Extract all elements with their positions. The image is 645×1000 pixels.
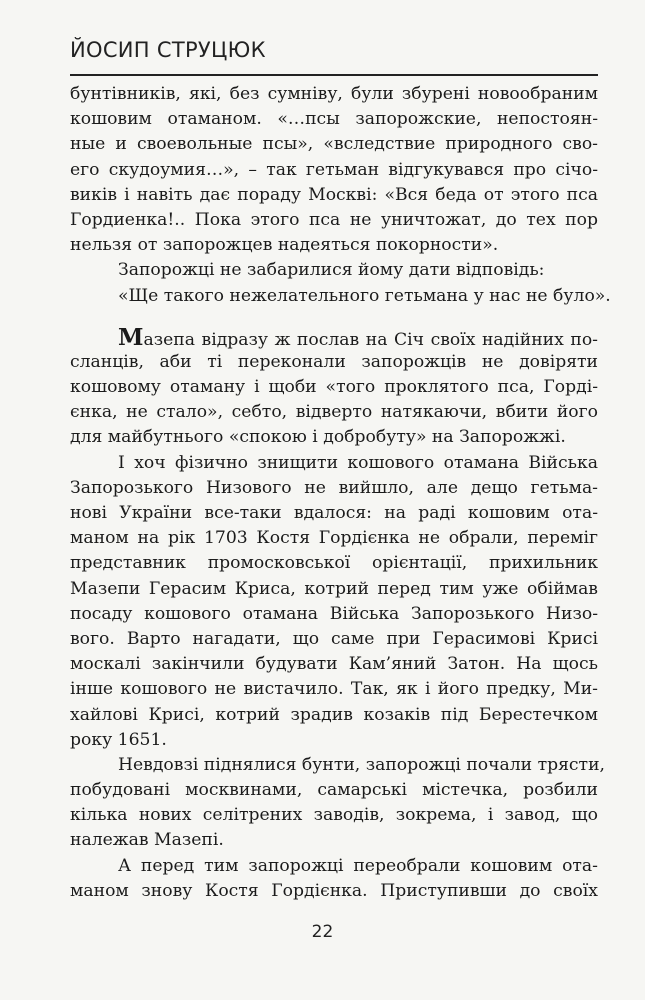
text-line: кошовому отаману і щоби «того проклятого пса, Горді- [70,377,598,398]
text-line: маном знову Костя Гордієнка. Приступивши до своїх [70,880,598,901]
text-line: єнка, не стало», себто, відверто натякаючи, вбити його [70,402,598,423]
text-line: А перед тим запорожці переобрали кошовим ота- [118,855,598,876]
text-line: москалі закінчили будувати Кам’яний Затон. На щось [70,654,598,675]
text-line: Мазепи Герасим Криса, котрий перед тим уже обіймав [70,578,598,599]
paragraph [70,325,598,451]
text-line: кілька нових селітрених заводів, зокрема, і завод, що [70,805,598,826]
paragraph [70,258,598,283]
text-line: посаду кошового отамана Війська Запорозького Низо- [70,603,598,624]
paragraph [70,451,598,753]
text-line: хайлові Крисі, котрий зрадив козаків під Берестечком [70,704,598,725]
text-line: належав Мазепі. [70,830,224,851]
text-line: І хоч фізично знищити кошового отамана Війська [118,452,598,473]
initial-letter: М [118,323,144,351]
header-rule [70,74,598,76]
paragraph [70,753,605,854]
text-line: его скудоумия…», – так гетьман відгукувався про січо- [70,159,598,180]
text-line: інше кошового не вистачило. Так, як і його предку, Ми- [70,679,598,700]
text-line: Запорожці не забарилися йому дати відповідь: [118,260,545,281]
text-line-rest: азепа відразу ж послав на Січ своїх надійних по- [143,329,598,350]
paragraph [70,284,611,309]
page-number: 22 [311,922,334,942]
text-line: нові України все-таки вдалося: на раді кошовим ота- [70,503,598,523]
text-line: представник промосковської орієнтації, прихильник [70,553,598,574]
page-body-text [70,82,611,904]
text-line: бунтівників, які, без сумніву, були збурені новообраним [70,84,598,104]
text-line: ные и своевольные псы», «вследствие природного сво- [70,134,598,155]
paragraph [70,82,598,258]
text-line: сланців, аби ті переконали запорожців не довіряти [70,351,598,372]
text-line: Невдовзі піднялися бунти, запорожці почали трясти, [118,754,605,775]
text-line: Гордиенка!.. Пока этого пса не уничтожат, до тех пор [70,209,598,230]
text-line [70,325,598,350]
text-line: виків і навіть дає пораду Москві: «Вся беда от этого пса [70,184,598,205]
text-line: маном на рік 1703 Костя Гордієнка не обрали, переміг [70,528,598,549]
text-line: кошовим отаманом. «…псы запорожские, непостоян- [70,109,598,130]
text-line: вого. Варто нагадати, що саме при Герасимові Крисі [70,628,598,649]
running-header-author: ЙОСИП СТРУЦЮК [70,38,266,62]
paragraph [70,854,598,904]
text-line: для майбутнього «спокою і добробуту» на Запорожжі. [70,427,566,448]
section-gap [70,309,598,325]
text-line: побудовані москвинами, самарські містечка, розбили [70,780,598,801]
text-line: нельзя от запорожцев надеяться покорности». [70,235,499,256]
text-line: «Ще такого нежелательного гетьмана у нас не було». [118,285,611,306]
text-line: Запорозького Низового не вийшло, але дещо гетьма- [70,477,598,498]
text-line: року 1651. [70,729,167,750]
